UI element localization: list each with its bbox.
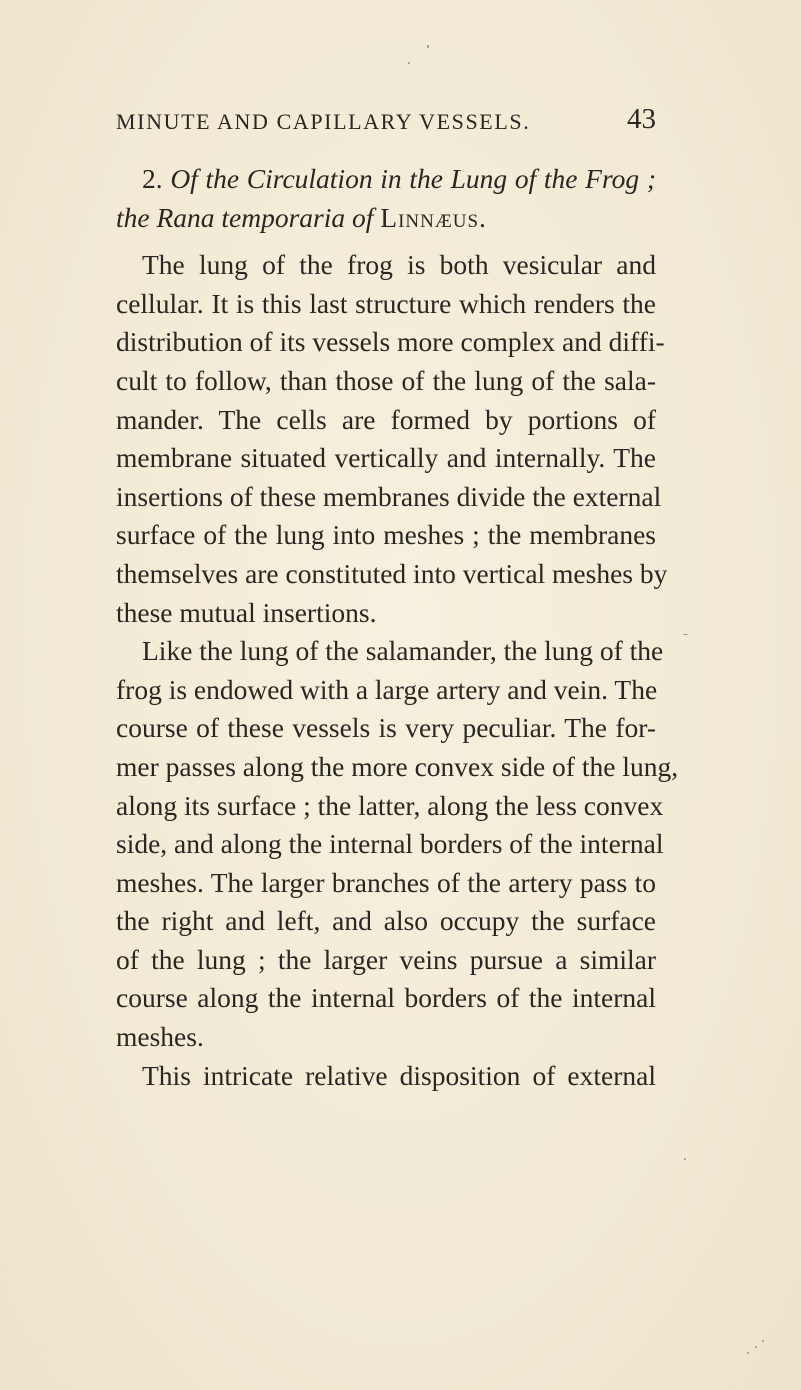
running-head [116,103,656,139]
text-line: frog is endowed with a large artery and vein. The [116,673,658,705]
text-line: side, and along the internal borders of the internal [116,828,664,860]
text-line: meshes. The larger branches of the artery pass to [116,866,656,898]
paragraph-1 [116,246,668,632]
text-line: the right and left, and also occupy the surface [116,905,656,937]
body-text [116,160,679,1095]
text-line: mer passes along the more convex side of the lung, [116,750,679,782]
text-line: along its surface ; the latter, along the less convex [116,789,664,821]
text-line: cellular. It is this last structure which renders the [116,287,656,319]
paragraph-3 [116,1057,656,1096]
text-line: meshes. [116,1021,204,1053]
page-number: 43 [627,103,656,135]
section-number: 2. [142,163,163,194]
text-line: Like the lung of the salamander, the lung of the [142,635,664,667]
text-line: distribution of its vessels more complex and diffi- [116,326,665,358]
text-line: mander. The cells are formed by portions of [116,403,656,435]
text-line: themselves are constituted into vertical meshes by [116,557,668,589]
section-heading [116,160,656,237]
text-line: surface of the lung into meshes ; the membranes [116,519,656,551]
section-title-line2: the Rana temporaria of [116,201,374,233]
text-line: cult to follow, than those of the lung of the sala- [116,364,656,396]
text-line: The lung of the frog is both vesicular and [142,249,656,281]
text-line: course along the internal borders of the internal [116,982,656,1014]
section-heading-line [116,160,656,199]
paragraph-2 [116,632,679,1057]
text-line: these mutual insertions. [116,596,377,628]
author-name: Linnæus. [380,201,487,233]
text-line: course of these vessels is very peculiar. The for- [116,712,656,744]
section-heading-line [116,199,656,238]
section-title-line1: Of the Circulation in the Lung of the Frog ; [170,163,656,194]
running-title: MINUTE AND CAPILLARY VESSELS. [116,109,531,134]
text-line: This intricate relative disposition of external [142,1059,656,1091]
text-line: insertions of these membranes divide the external [116,480,662,512]
text-line: membrane situated vertically and internally. The [116,442,656,474]
text-line: of the lung ; the larger veins pursue a similar [116,943,656,975]
